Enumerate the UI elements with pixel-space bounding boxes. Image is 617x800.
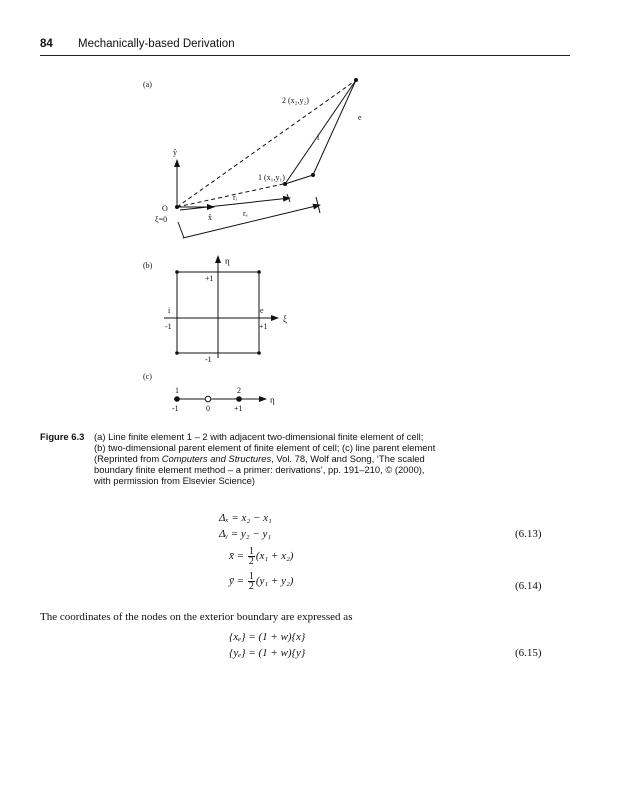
line-node-1-label: 1 — [175, 386, 179, 395]
panel-b-label: (b) — [143, 261, 153, 270]
running-title: Mechanically-based Derivation — [78, 38, 235, 50]
element-line-1-2 — [285, 175, 313, 184]
r-i-label: rᵢ — [233, 193, 237, 202]
corner-bl — [175, 351, 179, 355]
corner-tl — [175, 270, 179, 274]
page-number: 84 — [40, 38, 53, 50]
corner-tr — [257, 270, 261, 274]
eq-number-6-14: (6.14) — [515, 580, 542, 592]
eq-xbar — [229, 547, 293, 566]
y-hat-label: ŷ — [173, 148, 177, 157]
r-e-vector — [183, 205, 320, 238]
eq-ybar-rhs: (y₁ + y₂) — [255, 575, 294, 588]
eq-xbar-half — [248, 547, 255, 566]
eta-label-b: η — [225, 256, 230, 266]
eq-ybar-lhs: ȳ = — [229, 575, 245, 588]
node-2-label: 2 (x₂,y₂) — [282, 96, 309, 105]
figure-caption — [40, 431, 470, 486]
eq-xbar-lhs: x̄ = — [229, 550, 245, 563]
eq-delta-x: Δₓ = x₂ − x₁ — [219, 512, 272, 524]
body-paragraph: The coordinates of the nodes on the exterior boundary are expressed as — [40, 611, 353, 623]
caption-line-2: (b) two-dimensional parent element of finite element of cell; (c) line parent element — [94, 442, 436, 453]
caption-label: Figure 6.3 — [40, 431, 85, 442]
corner-br — [257, 351, 261, 355]
plus1-right: +1 — [259, 322, 268, 331]
plus1-top: +1 — [205, 274, 214, 283]
origin-label: O — [162, 204, 168, 213]
line-midpoint — [205, 396, 211, 402]
e-label-b: e — [260, 306, 264, 315]
minus1-left: -1 — [165, 322, 172, 331]
eq-xbar-half-num: 1 — [248, 546, 254, 557]
eq-ybar-half-num: 1 — [248, 571, 254, 582]
caption-line-3 — [94, 453, 470, 464]
eq-xbar-rhs: (x₁ + x₂) — [255, 550, 294, 563]
caption-line-1: (a) Line finite element 1 – 2 with adjacent two-dimensional finite element of cell; — [94, 431, 424, 442]
panel-c-label: (c) — [143, 372, 152, 381]
dashed-ray-to-node2 — [177, 83, 352, 207]
eq-xe: {xₑ} = (1 + w){x} — [229, 631, 306, 643]
x-hat-label: x̂ — [208, 213, 212, 222]
tick-zero: 0 — [206, 404, 210, 413]
eq-number-6-13: (6.13) — [515, 528, 542, 540]
node-1-label: 1 (x₁,y₁) — [258, 173, 285, 182]
node-e-point — [311, 173, 315, 177]
caption-line-3-post: , Vol. 78, Wolf and Song, ‘The scaled — [271, 453, 425, 464]
caption-line-4: boundary finite element method – a primer: derivations’, pp. 191–210, © (2000), — [94, 464, 425, 475]
edge-e — [313, 80, 356, 175]
caption-line-3-pre: (Reprinted from — [94, 453, 162, 464]
edge-e-label: e — [358, 113, 362, 122]
line-node-2 — [236, 396, 242, 402]
eq-ybar-half-den: 2 — [248, 581, 254, 592]
eta-label-c: η — [270, 395, 275, 405]
tick-plus1: +1 — [234, 404, 243, 413]
xi-label-b: ξ — [283, 314, 288, 324]
edge-i-label: i — [317, 133, 320, 142]
panel-a-label: (a) — [143, 80, 152, 89]
caption-journal: Computers and Structures — [161, 453, 272, 464]
line-node-1 — [174, 396, 180, 402]
node-1-point — [283, 182, 287, 186]
origin-point — [175, 205, 179, 209]
line-node-2-label: 2 — [237, 386, 241, 395]
caption-line-5: with permission from Elsevier Science) — [94, 475, 255, 486]
minus1-bottom: -1 — [205, 355, 212, 364]
eq-ye: {yₑ} = (1 + w){y} — [229, 647, 306, 659]
r-e-tick-left — [178, 222, 184, 238]
eq-xbar-half-den: 2 — [248, 556, 254, 567]
dashed-ray-to-node1 — [177, 184, 283, 207]
tick-minus1: -1 — [172, 404, 179, 413]
node-2-point — [354, 78, 358, 82]
eq-ybar-half — [248, 572, 255, 591]
eq-delta-y: Δᵧ = y₂ − y₁ — [219, 528, 272, 540]
r-e-label: rₑ — [243, 209, 248, 218]
eq-number-6-15: (6.15) — [515, 647, 542, 659]
i-label-b: i — [168, 306, 171, 315]
xi-zero-label: ξ=0 — [155, 215, 168, 224]
eq-ybar — [229, 572, 293, 591]
